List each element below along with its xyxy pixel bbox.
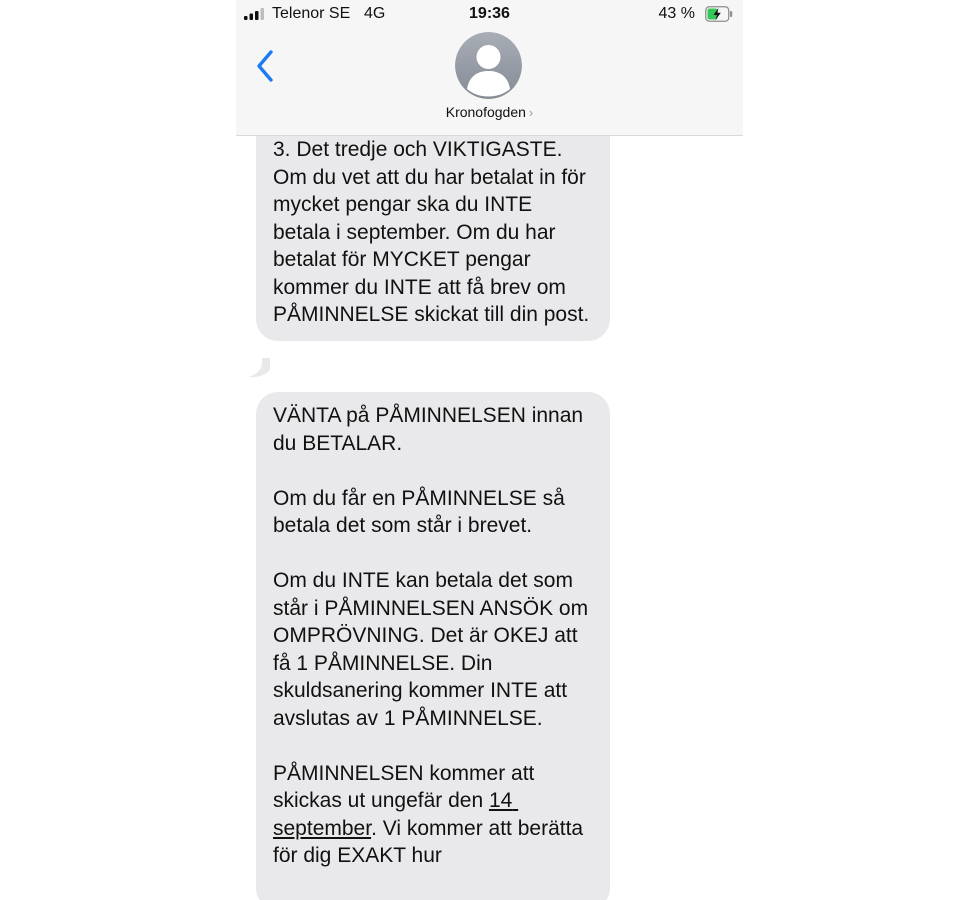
bubble-tail [248,358,270,378]
battery-charging-icon [705,6,733,22]
message-text: VÄNTA på PÅMINNELSEN innan du BETALAR. [273,404,589,455]
back-chevron-icon[interactable] [252,46,282,86]
message-text [273,760,592,870]
message-text-segment: . Vi kommer att berätta för dig EXAKT hur [273,816,589,867]
date-link[interactable]: 14 september [273,789,519,840]
message-text: Om du får en PÅMINNELSE så betala det som står i brevet. [273,486,571,537]
status-bar [236,0,743,30]
message-text-segment: PÅMINNELSEN kommer att skickas ut ungefär den [273,761,541,812]
contact-name: Kronofogden [445,104,526,120]
received-message-bubble[interactable] [256,136,610,341]
status-time: 19:36 [469,5,510,22]
chevron-right-icon: › [528,105,534,120]
received-message-bubble[interactable] [256,392,610,900]
contact-avatar[interactable] [455,32,522,99]
conversation-header [236,0,743,136]
battery-percentage: 43 % [658,5,695,22]
carrier-name: Telenor SE [272,5,351,22]
contact-name-button[interactable] [236,104,743,120]
network-type: 4G [364,5,386,22]
message-text: Om du INTE kan betala det som står i PÅMINNELSEN ANSÖK om OMPRÖVNING. Det är OKEJ att få 1 PÅMINNELSE. Din skuldsanering kommer INTE att avslutas av 1 PÅMINNELSE. [273,569,594,730]
phone-screen [236,0,743,900]
message-text: 3. Det tredje och VIKTIGASTE. Om du vet att du har betalat in för mycket pengar ska du INTE betala i september. Om du har betalat för MYCKET pengar kommer du INTE att få brev om PÅMINNELSE skickat till din post. [273,138,592,326]
person-silhouette-icon [455,32,522,99]
message-thread[interactable] [236,136,743,900]
